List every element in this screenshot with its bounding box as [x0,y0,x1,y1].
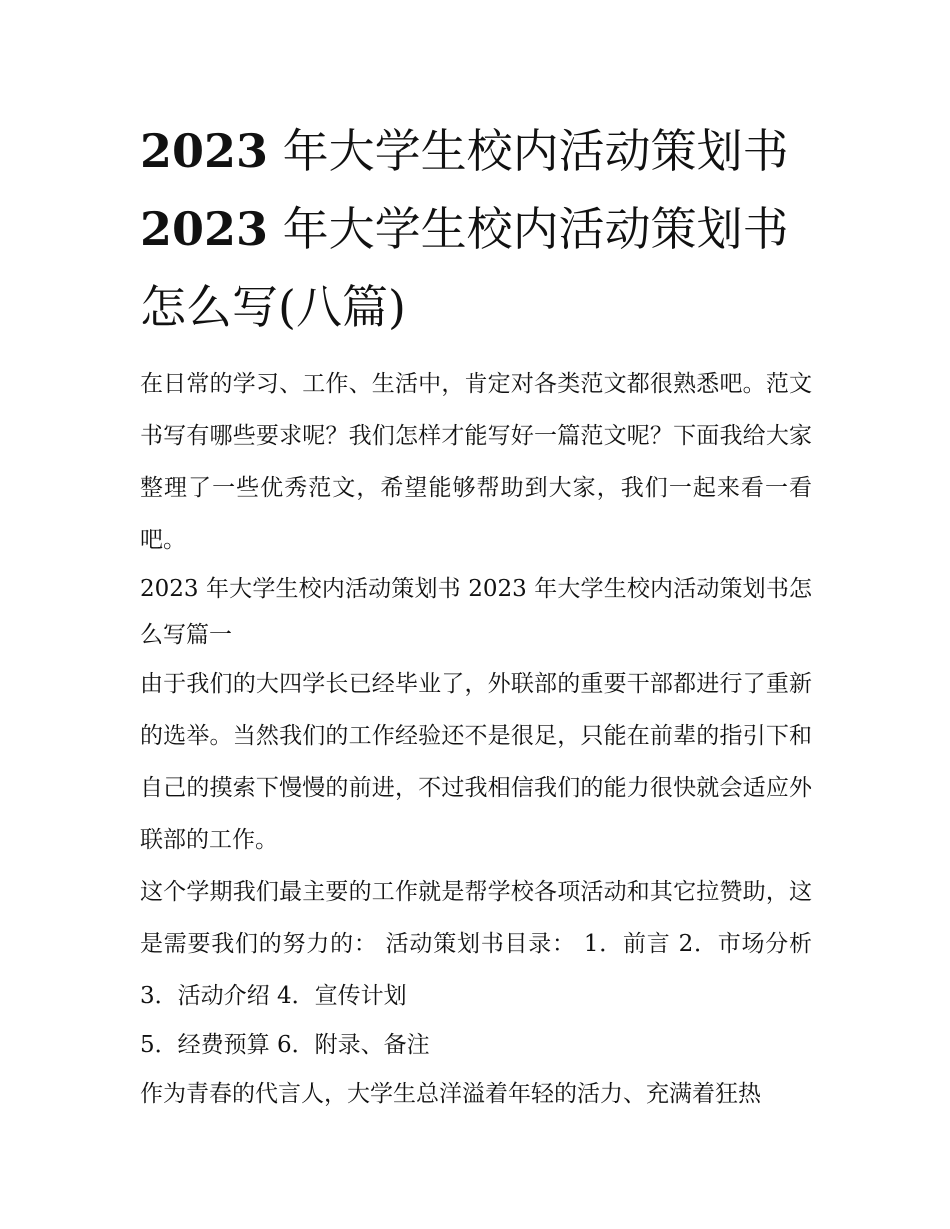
paragraph-section-heading: 2023 年大学生校内活动策划书 2023 年大学生校内活动策划书怎么写篇一 [140,576,812,648]
paragraph-body: 作为青春的代言人，大学生总洋溢着年轻的活力、充满着狂热 [140,1081,761,1107]
paragraph-body: 这个学期我们最主要的工作就是帮学校各项活动和其它拉赞助，这是需要我们的努力的： 活动策划书目录： 1．前言 2．市场分析 3．活动介绍 4．宣传计划 [140,879,812,1009]
paragraph-body: 由于我们的大四学长已经毕业了，外联部的重要干部都进行了重新的选举。当然我们的工作经验还不是很足，只能在前辈的指引下和自己的摸索下慢慢的前进，不过我相信我们的能力很快就会适应外联部的工作。 [140,671,812,853]
title-text: 年大学生校内活动策划书 [282,202,789,256]
title-text: 怎么写(八篇) [140,280,406,334]
title-line-1 [140,112,812,190]
title-line-3 [140,268,812,346]
paragraph-body: 5．经费预算 6．附录、备注 [140,1032,430,1058]
title-year: 2023 [140,124,269,178]
document-title [140,112,812,346]
title-line-2 [140,190,812,268]
document-body [140,358,812,1120]
document-content [140,112,812,1120]
paragraph-intro: 在日常的学习、工作、生活中，肯定对各类范文都很熟悉吧。范文书写有哪些要求呢？我们怎样才能写好一篇范文呢？下面我给大家整理了一些优秀范文，希望能够帮助到大家，我们一起来看一看吧。 [140,371,812,553]
title-year: 2023 [140,202,269,256]
title-text: 年大学生校内活动策划书 [282,124,789,178]
